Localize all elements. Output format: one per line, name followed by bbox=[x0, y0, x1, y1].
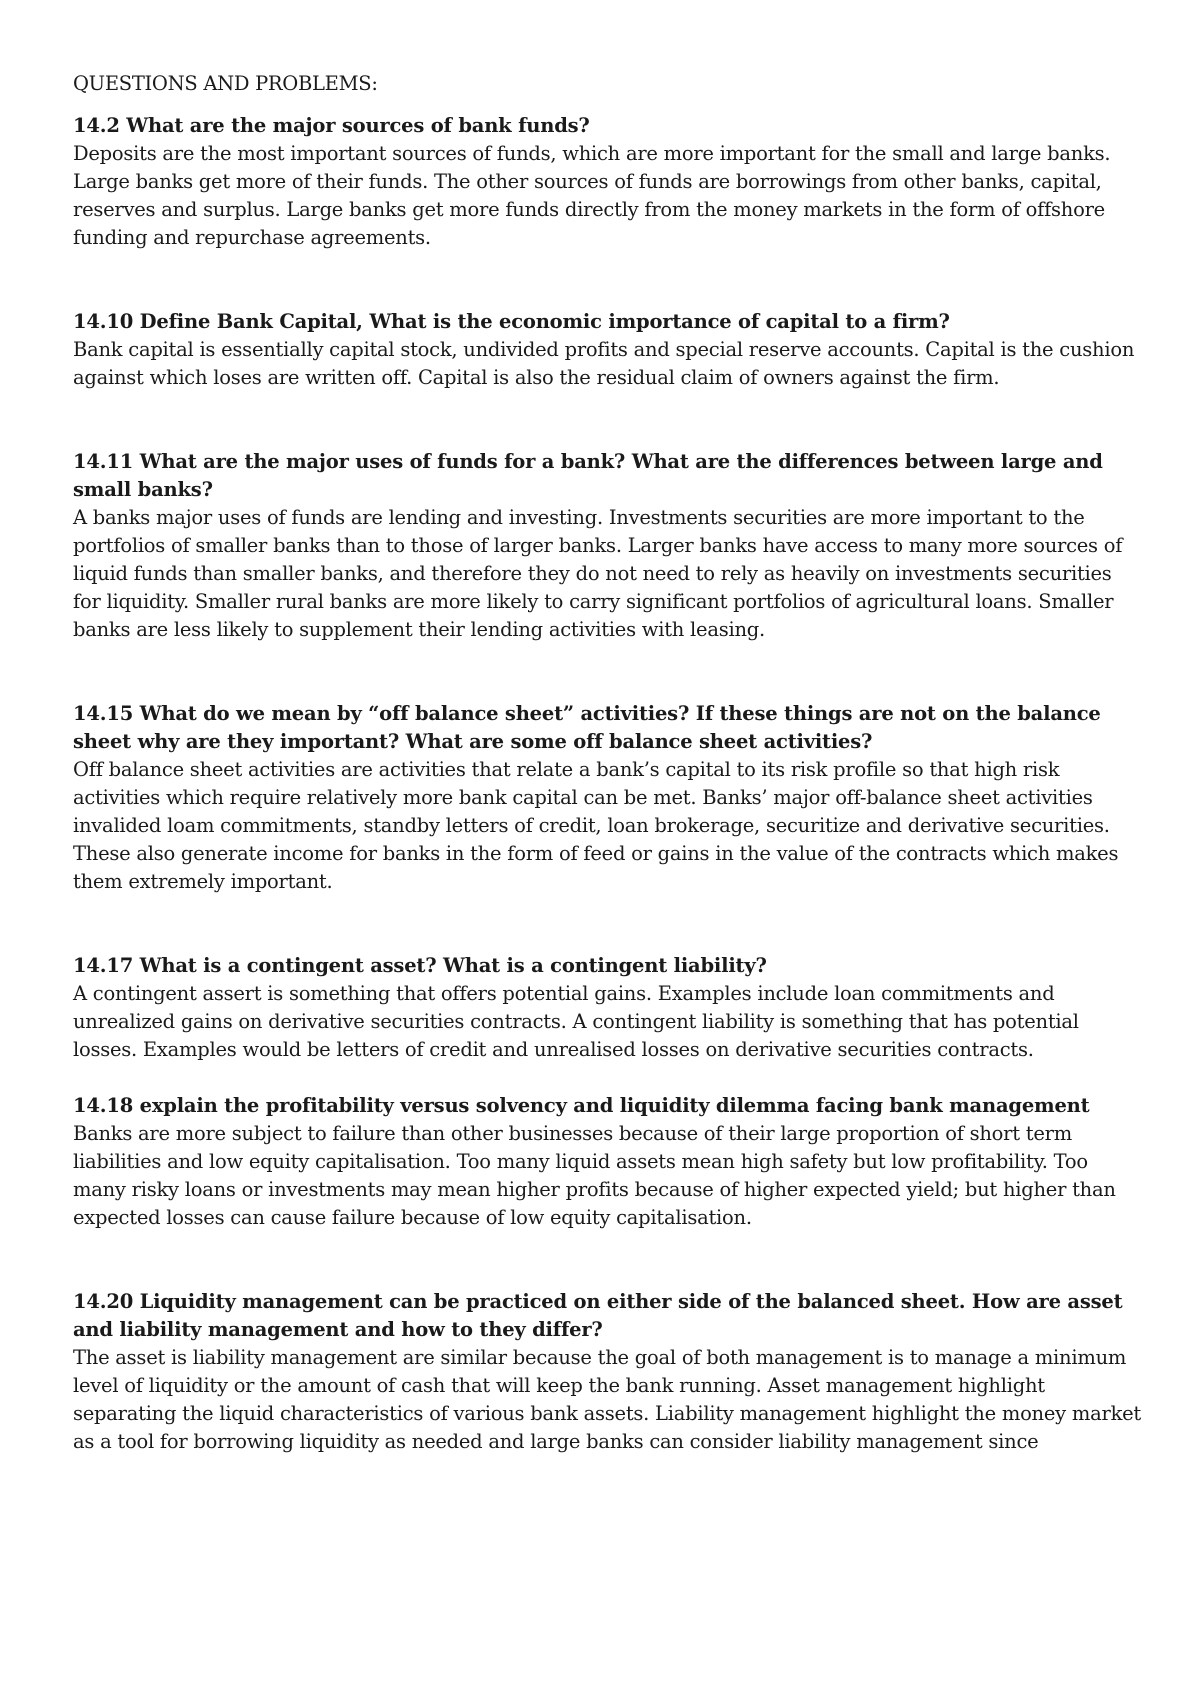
qa-item-14-2 bbox=[73, 112, 1143, 252]
question-text: 14.11 What are the major uses of funds for a bank? What are the differences between large and small banks? bbox=[73, 450, 1103, 501]
question-text: 14.17 What is a contingent asset? What is a contingent liability? bbox=[73, 954, 767, 977]
qa-item-14-15 bbox=[73, 700, 1143, 896]
question-text: 14.10 Define Bank Capital, What is the economic importance of capital to a firm? bbox=[73, 310, 950, 333]
answer-text: Deposits are the most important sources of funds, which are more important for the small and large banks. Large banks get more of their funds. The other sources of funds are borrowings from other banks, capital, reserves and surplus. Large banks get more funds directly from the money markets in the form of offshore funding and repurchase agreements. bbox=[73, 142, 1111, 249]
qa-item-14-11 bbox=[73, 448, 1143, 644]
answer-text: Bank capital is essentially capital stock, undivided profits and special reserve accounts. Capital is the cushion against which loses are written off. Capital is also the residual claim of owners against the firm. bbox=[73, 338, 1135, 389]
answer-text: Off balance sheet activities are activities that relate a bank’s capital to its risk profile so that high risk activities which require relatively more bank capital can be met. Banks’ major off-balance sheet activities invalided loam commitments, standby letters of credit, loan brokerage, securitize and derivative securities. These also generate income for banks in the form of feed or gains in the value of the contracts which makes them extremely important. bbox=[73, 758, 1119, 893]
qa-item-14-10 bbox=[73, 308, 1143, 392]
spacer bbox=[73, 644, 1143, 700]
document-page bbox=[73, 70, 1143, 1456]
spacer bbox=[73, 252, 1143, 308]
spacer bbox=[73, 896, 1143, 952]
question-text: 14.15 What do we mean by “off balance sheet” activities? If these things are not on the balance sheet why are they important? What are some off balance sheet activities? bbox=[73, 702, 1101, 753]
qa-item-14-18 bbox=[73, 1092, 1143, 1232]
spacer bbox=[73, 1064, 1143, 1092]
page-title: QUESTIONS AND PROBLEMS: bbox=[73, 72, 378, 95]
spacer bbox=[73, 392, 1143, 448]
question-text: 14.18 explain the profitability versus solvency and liquidity dilemma facing bank management bbox=[73, 1094, 1090, 1117]
spacer bbox=[73, 1232, 1143, 1288]
answer-text: Banks are more subject to failure than other businesses because of their large proportion of short term liabilities and low equity capitalisation. Too many liquid assets mean high safety but low profitability. Too many risky loans or investments may mean higher profits because of higher expected yield; but higher than expected losses can cause failure because of low equity capitalisation. bbox=[73, 1122, 1116, 1229]
qa-item-14-17 bbox=[73, 952, 1143, 1064]
question-text: 14.20 Liquidity management can be practiced on either side of the balanced sheet. How are asset and liability management and how to they differ? bbox=[73, 1290, 1123, 1341]
answer-text: The asset is liability management are similar because the goal of both management is to manage a minimum level of liquidity or the amount of cash that will keep the bank running. Asset management highlight separating the liquid characteristics of various bank assets. Liability management highlight the money market as a tool for borrowing liquidity as needed and large banks can consider liability management since bbox=[73, 1346, 1142, 1453]
answer-text: A banks major uses of funds are lending and investing. Investments securities are more important to the portfolios of smaller banks than to those of larger banks. Larger banks have access to many more sources of liquid funds than smaller banks, and therefore they do not need to rely as heavily on investments securities for liquidity. Smaller rural banks are more likely to carry significant portfolios of agricultural loans. Smaller banks are less likely to supplement their lending activities with leasing. bbox=[73, 506, 1123, 641]
question-text: 14.2 What are the major sources of bank funds? bbox=[73, 114, 590, 137]
qa-item-14-20 bbox=[73, 1288, 1143, 1456]
answer-text: A contingent assert is something that offers potential gains. Examples include loan commitments and unrealized gains on derivative securities contracts. A contingent liability is something that has potential losses. Examples would be letters of credit and unrealised losses on derivative securities contracts. bbox=[73, 982, 1079, 1061]
